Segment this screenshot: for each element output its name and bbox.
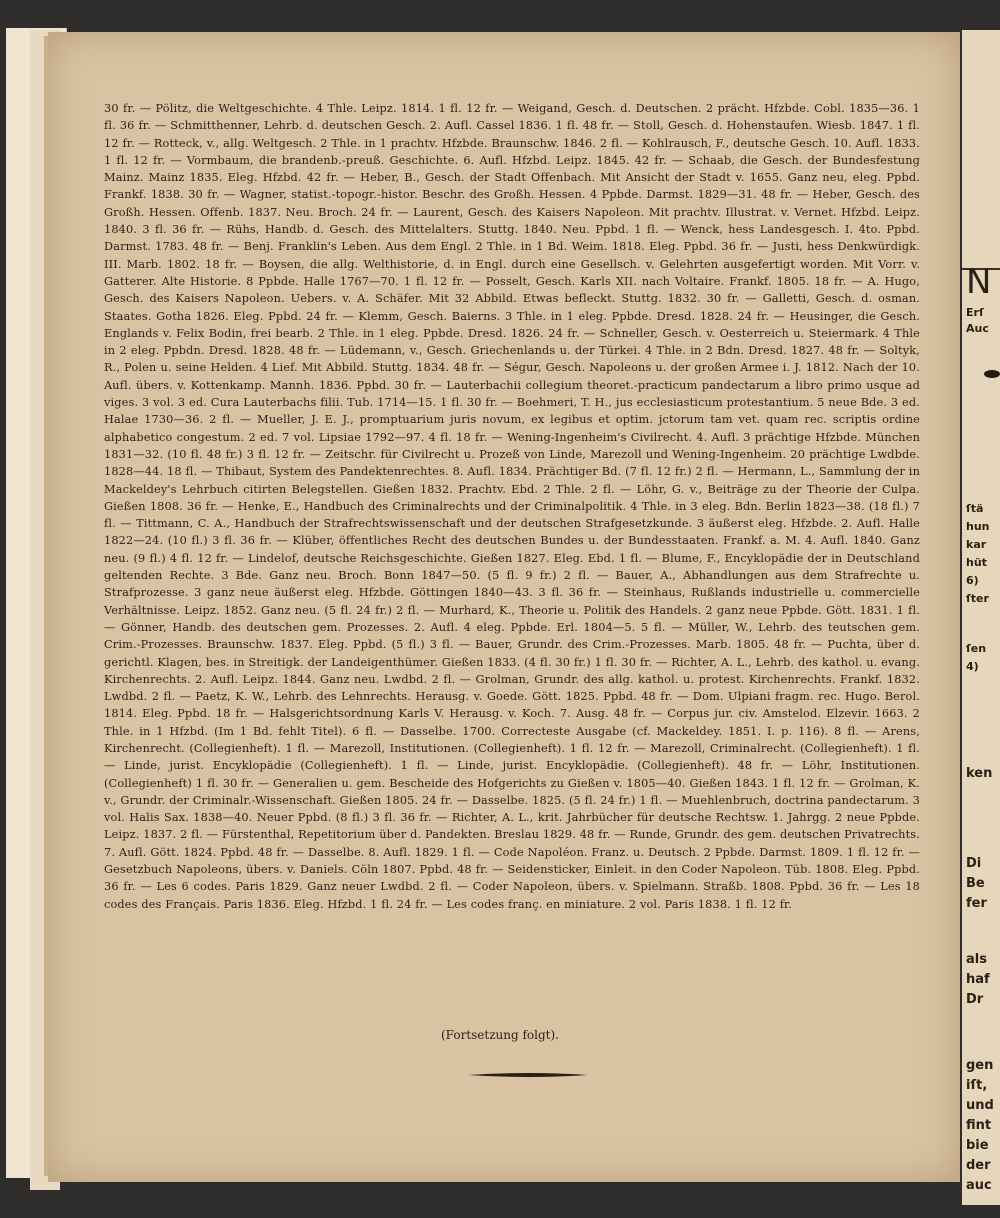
adjacent-fragment: Auc (966, 322, 989, 335)
adjacent-fragment: Be (966, 876, 985, 891)
adjacent-fragment: ken (966, 766, 993, 781)
adjacent-fragment: bie (966, 1138, 989, 1153)
adjacent-fragment: iſt, (966, 1078, 988, 1093)
adjacent-fragment: ſtä (966, 502, 984, 515)
adjacent-fragment: Dr (966, 992, 984, 1007)
adjacent-fragment: und (966, 1098, 994, 1113)
adjacent-fragment: Di (966, 856, 982, 871)
adjacent-fragment: auc (966, 1178, 992, 1193)
adjacent-fragment: gen (966, 1058, 994, 1073)
adjacent-page (962, 30, 1000, 1205)
adjacent-page-mark (984, 370, 1000, 378)
body-paragraph: 30 fr. — Pölitz, die Weltgeschichte. 4 Thle. Leipz. 1814. 1 fl. 12 fr. — Weigand, Gesch. d. Deutschen. 2 prächt. Hfzbde. Cobl. 1835—36. 1 fl. 36 fr. — Schmitthenner, Lehrb. d. deutschen Gesch. 2. Aufl. Cassel 1836. 1 fl. 48 fr. — Stoll, Gesch. d. Hohenstaufen. Wiesb. 1847. 1 fl. 12 fr. — Rotteck, v., allg. Weltgesch. 2 Thle. in 1 prachtv. Hfzbde. Braunschw. 1846. 2 fl. — Kohlrausch, F., deutsche Gesch. 10. Aufl. 1833. 1 fl. 12 fr. — Vormbaum, die brandenb.-preuß. Geschichte. 6. Aufl. Hfzbd. Leipz. 1845. 42 fr. — Schaab, die Gesch. der Bundesfestung Mainz. Mainz 1835. Eleg. Hfzbd. 42 fr. — Heber, B., Gesch. der Stadt Offenbach. Mit Ansicht der Stadt v. 1655. Ganz neu, eleg. Ppbd. Frankf. 1838. 30 fr. — Wagner, statist.-topogr.-histor. Beschr. des Großh. Hessen. 4 Ppbde. Darmst. 1829—31. 48 fr. — Heber, Gesch. des Großh. Hessen. Offenb. 1837. Neu. Broch. 24 fr. — Laurent, Gesch. des Kaisers Napoleon. Mit prachtv. Illustrat. v. Vernet. Hfzbd. Leipz. 1840. 3 fl. 36 fr. — Rühs, Handb. d. Gesch. des Mittelalters. Stuttg. 1840. Neu. Ppbd. 1 fl. — Wenck, hess Landesgesch. I. 4to. Ppbd. Darmst. 1783. 48 fr. — Benj. Franklin's Leben. Aus dem Engl. 2 Thle. in 1 Bd. Weim. 1818. Eleg. Ppbd. 36 fr. — Justi, hess Denkwürdigk. III. Marb. 1802. 18 fr. — Boysen, die allg. Welthistorie, d. in Engl. durch eine Gesellsch. v. Gelehrten ausgefertigt worden. Mit Vorr. v. Gatterer. Alte Historie. 8 Ppbde. Halle 1767—70. 1 fl. 12 fr. — Posselt, Gesch. Karls XII. nach Voltaire. Frankf. 1805. 18 fr. — A. Hugo, Gesch. des Kaisers Napoleon. Uebers. v. A. Schäfer. Mit 32 Abbild. Etwas befleckt. Stuttg. 1832. 30 fr. — Galletti, Gesch. d. osman. Staates. Gotha 1826. Eleg. Ppbd. 24 fr. — Klemm, Gesch. Baierns. 3 Thle. in 1 eleg. Ppbde. Dresd. 1828. 24 fr. — Heusinger, die Gesch. Englands v. Felix Bodin, frei bearb. 2 Thle. in 1 eleg. Ppbde. Dresd. 1826. 24 fr. — Schneller, Gesch. v. Oesterreich u. Steiermark. 4 Thle in 2 eleg. Ppbdn. Dresd. 1828. 48 fr. — Lüdemann, v., Gesch. Griechenlands u. der Türkei. 4 Thle. in 2 Bdn. Dresd. 1827. 48 fr. — Soltyk, R., Polen u. seine Helden. 4 Lief. Mit Abbild. Stuttg. 1834. 48 fr. — Ségur, Gesch. Napoleons u. der großen Armee i. J. 1812. Nach der 10. Aufl. übers. v. Kottenkamp. Mannh. 1836. Ppbd. 30 fr. — Lauterbachii collegium theoret.-practicum pandectarum a libro primo usque ad viges. 3 vol. 3 ed. Cura Lauterbachs filii. Tub. 1714—15. 1 fl. 30 fr. — Boehmeri, T. H., jus ecclesiasticum protestantium. 5 neue Bde. 3 ed. Halae 1730—36. 2 fl. — Mueller, J. E. J., promptuarium juris novum, ex legibus et optim. jctorum tam vet. quam rec. scriptis ordine alphabetico congestum. 2 ed. 7 vol. Lipsiae 1792—97. 4 fl. 18 fr. — Wening-Ingenheim's Civilrecht. 4. Aufl. 3 prächtige Hfzbde. München 1831—32. (10 fl. 48 fr.) 3 fl. 12 fr. — Zeitschr. für Civilrecht u. Prozeß von Linde, Marezoll und Wening-Ingenheim. 20 prächtige Lwdbde. 1828—44. 18 fl. — Thibaut, System des Pandektenrechtes. 8. Aufl. 1834. Prächtiger Bd. (7 fl. 12 fr.) 2 fl. — Hermann, L., Sammlung der in Mackeldey's Lehrbuch citirten Belegstellen. Gießen 1832. Prachtv. Ebd. 2 Thle. 2 fl. — Löhr, G. v., Beiträge zu der Theorie der Culpa. Gießen 1808. 36 fr. — Henke, E., Handbuch des Criminalrechts und der Criminalpolitik. 4 Thle. in 3 eleg. Bdn. Berlin 1823—38. (18 fl.) 7 fl. — Tittmann, C. A., Handbuch der Strafrechtswissenschaft und der deutschen Strafgesetzkunde. 3 äußerst eleg. Hfzbde. 2. Aufl. Halle 1822—24. (10 fl.) 3 fl. 36 fr. — Klüber, öffentliches Recht des deutschen Bundes u. der Bundesstaaten. Frankf. a. M. 4. Aufl. 1840. Ganz neu. (9 fl.) 4 fl. 12 fr. — Lindelof, deutsche Reichsgeschichte. Gießen 1827. Eleg. Ebd. 1 fl. — Blume, F., Encyklopädie der in Deutschland geltenden Rechte. 3 Bde. Ganz neu. Broch. Bonn 1847—50. (5 fl. 9 fr.) 2 fl. — Bauer, A., Abhandlungen aus dem Strafrechte u. Strafprozesse. 3 ganz neue äußerst eleg. Hfzbde. Göttingen 1840—43. 3 fl. 36 fr. — Steinhaus, Rußlands industrielle u. commercielle Verhältnisse. Leipz. 1852. Ganz neu. (5 fl. 24 fr.) 2 fl. — Murhard, K., Theorie u. Politik des Handels. 2 ganz neue Ppbde. Gött. 1831. 1 fl. — Gönner, Handb. des deutschen gem. Prozesses. 2. Aufl. 4 eleg. Ppbde. Erl. 1804—5. 5 fl. — Müller, W., Lehrb. des teutschen gem. Crim.-Prozesses. Braunschw. 1837. Eleg. Ppbd. (5 fl.) 3 fl. — Bauer, Grundr. des Crim.-Prozesses. Marb. 1805. 48 fr. — Puchta, über d. gerichtl. Klagen, bes. in Streitigk. der Landeigenthümer. Gießen 1833. (4 fl. 30 fr.) 1 fl. 30 fr. — Richter, A. L., Lehrb. des kathol. u. evang. Kirchenrechts. 2. Aufl. Leipz. 1844. Ganz neu. Lwdbd. 2 fl. — Grolman, Grundr. des allg. kathol. u. protest. Kirchenrechts. Frankf. 1832. Lwdbd. 2 fl. — Paetz, K. W., Lehrb. des Lehnrechts. Herausg. v. Goede. Gött. 1825. Ppbd. 48 fr. — Dom. Ulpiani fragm. rec. Hugo. Berol. 1814. Eleg. Ppbd. 18 fr. — Halsgerichtsordnung Karls V. Herausg. v. Koch. 7. Ausg. 48 fr. — Corpus jur. civ. Amstelod. Elzevir. 1663. 2 Thle. in 1 Hfzbd. (Im 1 Bd. fehlt Titel). 6 fl. — Dasselbe. 1700. Correcteste Ausgabe (cf. Mackeldey. 1851. I. p. 116). 8 fl. — Arens, Kirchenrecht. (Collegienheft). 1 fl. — Marezoll, Institutionen. (Collegienheft). 1 fl. 12 fr. — Marezoll, Criminalrecht. (Collegienheft). 1 fl. — Linde, jurist. Encyklopädie (Collegienheft). 1 fl. — Linde, jurist. Encyklopädie. (Collegienheft). 48 fr. — Löhr, Institutionen. (Collegienheft) 1 fl. 30 fr. — Generalien u. gem. Bescheide des Hofgerichts zu Gießen v. 1805—40. Gießen 1843. 1 fl. 12 fr. — Grolman, K. v., Grundr. der Criminalr.-Wissenschaft. Gießen 1805. 24 fr. — Dasselbe. 1825. (5 fl. 24 fr.) 1 fl. — Muehlenbruch, doctrina pandectarum. 3 vol. Halis Sax. 1838—40. Neuer Ppbd. (8 fl.) 3 fl. 36 fr. — Richter, A. L., krit. Jahrbücher für deutsche Rechtsw. 1. Jahrgg. 2 neue Ppbde. Leipz. 1837. 2 fl. — Fürstenthal, Repetitorium über d. Pandekten. Breslau 1829. 48 fr. — Runde, Grundr. des gem. deutschen Privatrechts. 7. Aufl. Gött. 1824. Ppbd. 48 fr. — Dasselbe. 8. Aufl. 1829. 1 fl. — Code Napoléon. Franz. u. Deutsch. 2 Ppbde. Darmst. 1809. 1 fl. 12 fr. — Gesetzbuch Napoleons, übers. v. Daniels. Cöln 1807. Ppbd. 48 fr. — Seidensticker, Einleit. in den Coder Napoleon. Tüb. 1808. Eleg. Ppbd. 36 fr. — Les 6 codes. Paris 1829. Ganz neuer Lwdbd. 2 fl. — Coder Napoleon, übers. v. Spielmann. Straßb. 1808. Ppbd. 36 fr. — Les 18 codes des Français. Paris 1836. Eleg. Hfzbd. 1 fl. 24 fr. — Les codes franç. en miniature. 2 vol. Paris 1838. 1 fl. 12 fr. (104, 102, 920, 911)
adjacent-fragment: N (966, 262, 992, 302)
adjacent-fragment: fint (966, 1118, 992, 1133)
adjacent-fragment: Erſ (966, 306, 984, 319)
continuation-note: (Fortsetzung folgt). (441, 1028, 559, 1042)
adjacent-fragment: kar (966, 538, 987, 551)
adjacent-fragment: hun (966, 520, 990, 533)
adjacent-fragment: 6) (966, 574, 979, 587)
adjacent-fragment: als (966, 952, 987, 967)
adjacent-fragment: 4) (966, 660, 979, 673)
adjacent-fragment: fer (966, 896, 987, 911)
catalog-text (104, 100, 920, 913)
adjacent-fragment: ſen (966, 642, 987, 655)
adjacent-fragment: ſter (966, 592, 989, 605)
adjacent-fragment: hüt (966, 556, 987, 569)
adjacent-fragment: haf (966, 972, 990, 987)
ornament-rule (468, 1072, 588, 1078)
adjacent-fragment: der (966, 1158, 991, 1173)
